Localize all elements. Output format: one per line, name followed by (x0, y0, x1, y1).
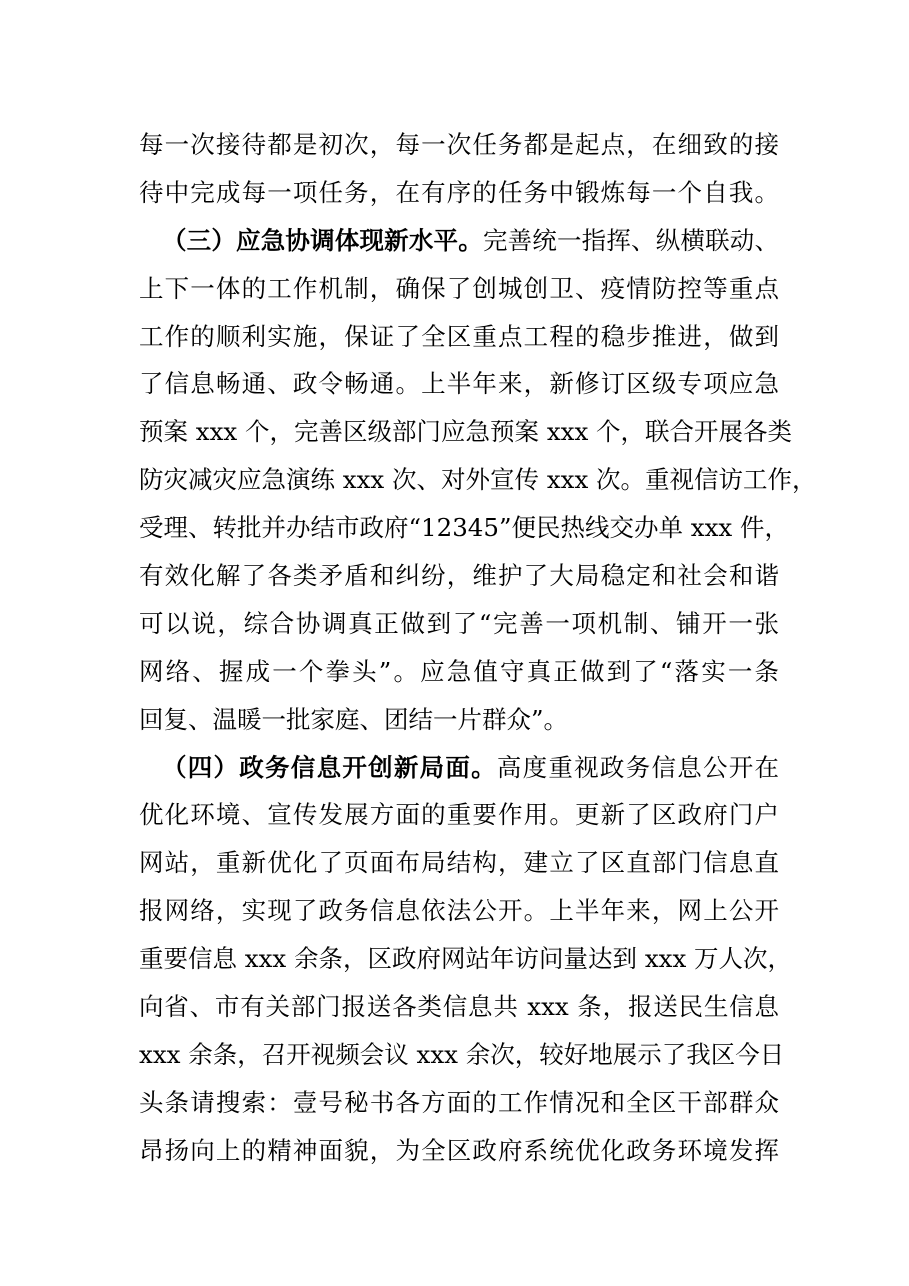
line-text: 昂扬向上的精神面貌，为全区政府系统优化政务环境发挥 (139, 1135, 779, 1165)
line-text: 报网络，实现了政务信息依法公开。上半年来，网上公开 (139, 896, 779, 926)
text-line (139, 1079, 779, 1127)
text-line (139, 169, 779, 217)
section-three-heading: （三）应急协调体现新水平。 (162, 225, 483, 255)
text-line (139, 1031, 785, 1079)
text-line (139, 935, 793, 983)
text-line (139, 983, 779, 1031)
line-text: 网络、握成一个拳头”。应急值守真正做到了“落实一条 (139, 656, 779, 686)
line-text: 回复、温暖一批家庭、团结一片群众”。 (139, 704, 569, 734)
line-text: 受理、转批并办结市政府“12345”便民热线交办单 xxx 件， (139, 513, 790, 543)
text-line (139, 121, 779, 169)
line-text: 高度重视政务信息公开在 (496, 752, 779, 782)
line-text: 防灾减灾应急演练 xxx 次、对外宣传 xxx 次。重视信访工作， (139, 465, 817, 495)
text-line (139, 887, 779, 935)
line-text: 有效化解了各类矛盾和纠纷，维护了大局稳定和社会和谐 (139, 561, 779, 591)
line-text: 网站，重新优化了页面布局结构，建立了区直部门信息直 (139, 848, 779, 878)
line-text: 重要信息 xxx 余条，区政府网站年访问量达到 xxx 万人次， (139, 944, 793, 974)
line-text: 每一次接待都是初次，每一次任务都是起点，在细致的接 (139, 130, 779, 159)
section-four-heading: （四）政务信息开创新局面。 (162, 752, 497, 782)
line-text: 向省、市有关部门报送各类信息共 xxx 条，报送民生信息 (139, 992, 779, 1022)
line-text: 工作的顺利实施，保证了全区重点工程的稳步推进，做到 (139, 321, 779, 351)
text-line (139, 552, 779, 600)
section-three-heading-line (139, 217, 779, 265)
text-line (139, 456, 817, 504)
line-text: 优化环境、宣传发展方面的重要作用。更新了区政府门户 (139, 800, 779, 830)
section-four-heading-line (139, 744, 779, 792)
text-line (139, 313, 779, 361)
body-text (139, 121, 817, 1175)
line-text: 可以说，综合协调真正做到了“完善一项机制、铺开一张 (139, 608, 779, 638)
line-text: 完善统一指挥、纵横联动、 (482, 225, 779, 255)
line-text: 上下一体的工作机制，确保了创城创卫、疫情防控等重点 (139, 273, 779, 303)
line-text: 头条请搜索：壹号秘书各方面的工作情况和全区干部群众 (139, 1087, 779, 1117)
line-text: 预案 xxx 个，完善区级部门应急预案 xxx 个，联合开展各类 (139, 417, 793, 447)
text-line (139, 839, 779, 887)
text-line (139, 265, 779, 313)
line-text: 了信息畅通、政令畅通。上半年来，新修订区级专项应急 (139, 369, 779, 399)
text-line (139, 504, 790, 552)
text-line (139, 696, 779, 744)
text-line (139, 648, 779, 696)
text-line (139, 360, 779, 408)
line-text: 待中完成每一项任务，在有序的任务中锻炼每一个自我。 (139, 177, 779, 207)
line-text: xxx 余条，召开视频会议 xxx 余次，较好地展示了我区今日 (139, 1039, 785, 1069)
text-line (139, 791, 779, 839)
text-line (139, 600, 779, 648)
text-line (139, 408, 793, 456)
text-line (139, 1127, 779, 1175)
